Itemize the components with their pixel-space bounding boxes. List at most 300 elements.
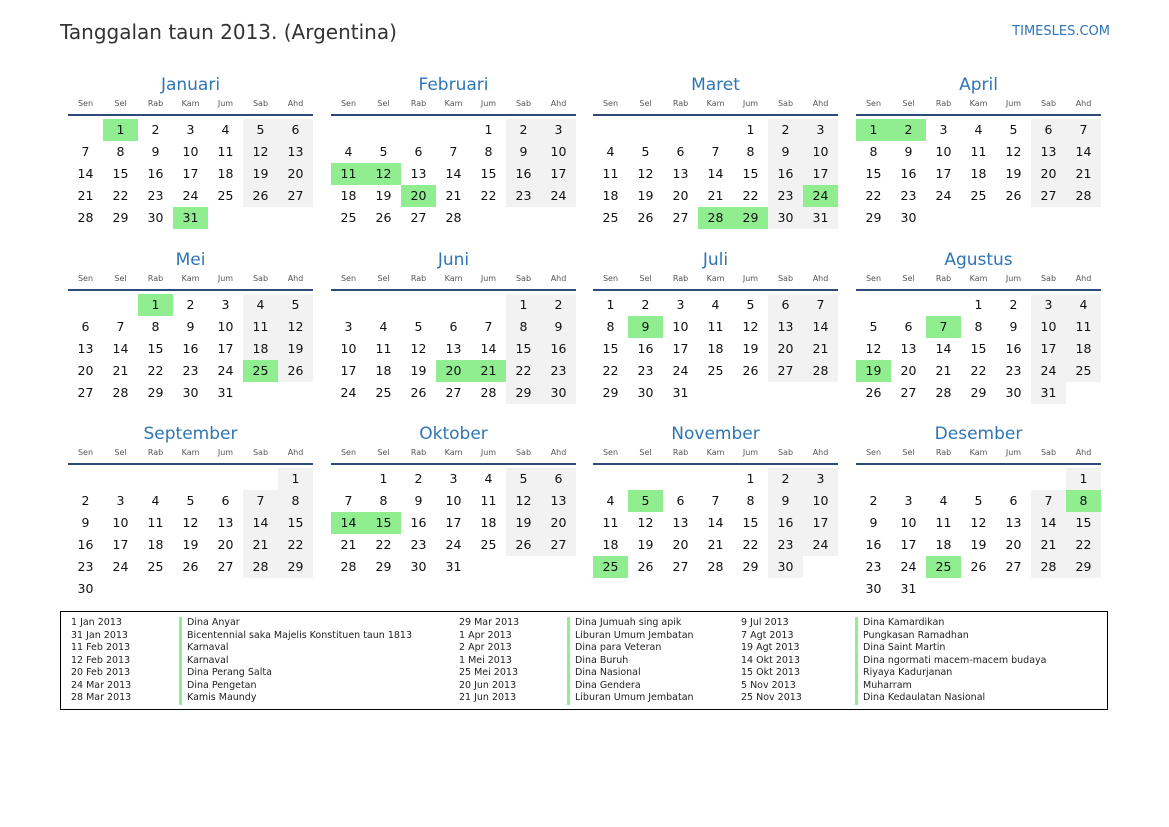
day-cell: 12 xyxy=(742,319,759,334)
weekday-label: Kam xyxy=(969,99,988,108)
day-cell: 13 xyxy=(1005,515,1022,530)
weekday-label: Sen xyxy=(602,448,619,457)
month-juni xyxy=(331,248,576,426)
weekday-label: Kam xyxy=(444,99,463,108)
day-cell: 17 xyxy=(935,166,952,181)
day-cell: 13 xyxy=(1031,141,1066,163)
day-cell: 4 xyxy=(606,493,615,508)
day-cell: 4 xyxy=(939,493,948,508)
day-cell: 11 xyxy=(970,144,987,159)
day-cell: 6 xyxy=(449,319,458,334)
weekday-label: Kam xyxy=(969,448,988,457)
day-cell: 30 xyxy=(182,385,199,400)
day-cell: 24 xyxy=(900,559,917,574)
day-cell: 6 xyxy=(904,319,913,334)
day-cell: 17 xyxy=(803,512,838,534)
day-cell: 15 xyxy=(480,166,497,181)
day-cell: 21 xyxy=(77,188,94,203)
weekday-label: Ahd xyxy=(550,448,567,457)
weekday-label: Kam xyxy=(444,274,463,283)
day-cell: 26 xyxy=(375,210,392,225)
day-cell: 25 xyxy=(1066,360,1101,382)
day-cell: 6 xyxy=(768,294,803,316)
day-cell: 3 xyxy=(803,119,838,141)
day-cell: 27 xyxy=(768,360,803,382)
day-cell: 4 xyxy=(151,493,160,508)
day-cell: 6 xyxy=(676,144,685,159)
month-name: Mei xyxy=(175,250,206,270)
day-cell: 7 xyxy=(803,294,838,316)
day-cell: 29 xyxy=(278,556,313,578)
day-cell: 7 xyxy=(449,144,458,159)
day-grid xyxy=(593,468,838,600)
weekday-label: Sen xyxy=(340,448,357,457)
day-cell: 8 xyxy=(506,316,541,338)
day-cell: 30 xyxy=(768,207,803,229)
day-cell: 30 xyxy=(77,581,94,596)
day-cell: 17 xyxy=(803,163,838,185)
day-cell: 3 xyxy=(449,471,458,486)
day-cell: 14 xyxy=(480,341,497,356)
day-cell: 2 xyxy=(506,119,541,141)
day-grid xyxy=(331,468,576,600)
day-cell: 11 xyxy=(243,316,278,338)
holiday-name: Kamis Maundy xyxy=(179,692,412,705)
day-cell: 26 xyxy=(970,559,987,574)
day-cell: 9 xyxy=(151,144,160,159)
day-grid xyxy=(68,119,313,251)
day-cell: 5 xyxy=(278,294,313,316)
divider xyxy=(856,463,1101,465)
divider xyxy=(856,114,1101,116)
day-cell: 11 xyxy=(602,166,619,181)
day-cell: 22 xyxy=(742,188,759,203)
day-cell: 20 xyxy=(541,512,576,534)
day-cell: 15 xyxy=(602,341,619,356)
day-cell: 17 xyxy=(217,341,234,356)
day-cell: 7 xyxy=(1031,490,1066,512)
day-cell: 4 xyxy=(243,294,278,316)
day-cell: 24 xyxy=(803,534,838,556)
holiday-day-cell: 14 xyxy=(331,512,366,534)
day-cell: 3 xyxy=(344,319,353,334)
day-cell: 23 xyxy=(768,185,803,207)
holiday-day-cell: 25 xyxy=(926,556,961,578)
holiday-day-cell: 2 xyxy=(891,119,926,141)
day-cell: 30 xyxy=(147,210,164,225)
month-maret xyxy=(593,73,838,251)
day-cell: 5 xyxy=(243,119,278,141)
holiday-date: 29 Mar 2013 xyxy=(459,617,520,628)
day-cell: 11 xyxy=(1066,316,1101,338)
weekday-label: Sab xyxy=(252,274,269,283)
month-oktober xyxy=(331,422,576,600)
day-cell: 10 xyxy=(803,490,838,512)
day-cell: 31 xyxy=(672,385,689,400)
holiday-date: 7 Agt 2013 xyxy=(741,629,794,641)
legend-dates-3 xyxy=(741,617,802,705)
holiday-name: Bicentennial saka Majelis Konstituen taun 1813 xyxy=(179,630,412,643)
holiday-day-cell: 29 xyxy=(733,207,768,229)
day-cell: 11 xyxy=(375,341,392,356)
day-cell: 27 xyxy=(1005,559,1022,574)
holiday-day-cell: 19 xyxy=(856,360,891,382)
day-cell: 27 xyxy=(445,385,462,400)
day-cell: 28 xyxy=(77,210,94,225)
holiday-date: 9 Jul 2013 xyxy=(741,617,789,628)
day-cell: 11 xyxy=(602,515,619,530)
day-cell: 1 xyxy=(1066,468,1101,490)
holiday-name: Dina Buruh xyxy=(567,655,694,668)
day-cell: 24 xyxy=(935,188,952,203)
weekday-label: Kam xyxy=(706,448,725,457)
day-cell: 12 xyxy=(637,515,654,530)
day-cell: 31 xyxy=(445,559,462,574)
day-cell: 5 xyxy=(379,144,388,159)
day-cell: 27 xyxy=(541,534,576,556)
day-cell: 13 xyxy=(768,316,803,338)
day-cell: 1 xyxy=(379,471,388,486)
weekday-label: Kam xyxy=(706,99,725,108)
day-cell: 31 xyxy=(1031,382,1066,404)
day-cell: 6 xyxy=(1009,493,1018,508)
day-cell: 24 xyxy=(217,363,234,378)
day-cell: 20 xyxy=(672,188,689,203)
day-cell: 21 xyxy=(1031,534,1066,556)
day-cell: 28 xyxy=(707,559,724,574)
day-cell: 10 xyxy=(182,144,199,159)
day-cell: 14 xyxy=(243,512,278,534)
day-cell: 26 xyxy=(410,385,427,400)
day-cell: 26 xyxy=(637,210,654,225)
day-cell: 28 xyxy=(935,385,952,400)
holiday-date: 1 Apr 2013 xyxy=(459,629,512,641)
day-cell: 19 xyxy=(278,338,313,360)
day-cell: 23 xyxy=(1005,363,1022,378)
legend-names-1 xyxy=(179,617,412,705)
day-cell: 27 xyxy=(1031,185,1066,207)
day-cell: 23 xyxy=(541,360,576,382)
legend-dates-2 xyxy=(459,617,519,705)
weekday-label: Kam xyxy=(444,448,463,457)
day-cell: 22 xyxy=(1066,534,1101,556)
day-cell: 18 xyxy=(217,166,234,181)
day-cell: 4 xyxy=(711,297,720,312)
weekday-label: Jum xyxy=(480,99,497,108)
day-cell: 26 xyxy=(182,559,199,574)
holiday-name: Dina Nasional xyxy=(567,667,694,680)
day-cell: 26 xyxy=(243,185,278,207)
day-grid xyxy=(68,294,313,426)
holiday-name: Dina para Veteran xyxy=(567,642,694,655)
legend-dates-1 xyxy=(71,617,131,705)
holiday-date: 31 Jan 2013 xyxy=(71,629,128,641)
weekday-label: Rab xyxy=(672,274,689,283)
weekday-label: Sel xyxy=(377,274,390,283)
day-cell: 20 xyxy=(1031,163,1066,185)
day-cell: 21 xyxy=(935,363,952,378)
day-cell: 5 xyxy=(186,493,195,508)
weekday-label: Rab xyxy=(147,99,164,108)
weekday-label: Sen xyxy=(865,448,882,457)
day-cell: 12 xyxy=(410,341,427,356)
day-cell: 18 xyxy=(970,166,987,181)
day-grid xyxy=(593,294,838,426)
holiday-date: 1 Jan 2013 xyxy=(71,617,122,628)
day-grid xyxy=(856,468,1101,600)
holiday-name: Karnaval xyxy=(179,655,412,668)
day-grid xyxy=(331,119,576,251)
day-cell: 9 xyxy=(186,319,195,334)
day-cell: 21 xyxy=(243,534,278,556)
month-april xyxy=(856,73,1101,251)
divider xyxy=(68,289,313,291)
day-cell: 28 xyxy=(803,360,838,382)
day-cell: 17 xyxy=(445,515,462,530)
day-cell: 16 xyxy=(637,341,654,356)
day-cell: 18 xyxy=(602,537,619,552)
day-cell: 22 xyxy=(480,188,497,203)
day-cell: 9 xyxy=(506,141,541,163)
weekday-label: Kam xyxy=(969,274,988,283)
day-cell: 3 xyxy=(939,122,948,137)
holiday-day-cell: 12 xyxy=(366,163,401,185)
day-cell: 26 xyxy=(278,360,313,382)
day-cell: 14 xyxy=(77,166,94,181)
day-cell: 5 xyxy=(506,468,541,490)
day-cell: 24 xyxy=(1031,360,1066,382)
day-cell: 15 xyxy=(147,341,164,356)
day-cell: 31 xyxy=(900,581,917,596)
day-cell: 3 xyxy=(904,493,913,508)
day-cell: 16 xyxy=(147,166,164,181)
day-cell: 10 xyxy=(112,515,129,530)
weekday-header xyxy=(593,446,838,460)
weekday-label: Sel xyxy=(377,448,390,457)
month-name: Januari xyxy=(160,75,221,95)
day-cell: 11 xyxy=(217,144,234,159)
day-cell: 7 xyxy=(243,490,278,512)
month-februari xyxy=(331,73,576,251)
month-november xyxy=(593,422,838,600)
weekday-label: Sel xyxy=(639,448,652,457)
day-cell: 26 xyxy=(865,385,882,400)
weekday-label: Sen xyxy=(602,99,619,108)
weekday-label: Sen xyxy=(77,99,94,108)
weekday-header xyxy=(68,272,313,286)
holiday-name: Dina Saint Martin xyxy=(855,642,1046,655)
divider xyxy=(331,463,576,465)
day-cell: 16 xyxy=(541,338,576,360)
month-agustus xyxy=(856,248,1101,426)
day-cell: 23 xyxy=(182,363,199,378)
day-cell: 4 xyxy=(974,122,983,137)
day-cell: 18 xyxy=(147,537,164,552)
weekday-label: Sab xyxy=(515,99,532,108)
day-cell: 25 xyxy=(217,188,234,203)
holiday-date: 11 Feb 2013 xyxy=(71,642,131,653)
weekday-label: Kam xyxy=(181,274,200,283)
day-cell: 17 xyxy=(900,537,917,552)
weekday-label: Sen xyxy=(340,274,357,283)
day-cell: 28 xyxy=(445,210,462,225)
day-cell: 22 xyxy=(375,537,392,552)
weekday-label: Jum xyxy=(480,448,497,457)
day-grid xyxy=(593,119,838,251)
day-cell: 23 xyxy=(77,559,94,574)
weekday-label: Sen xyxy=(77,274,94,283)
day-cell: 29 xyxy=(742,559,759,574)
weekday-label: Ahd xyxy=(550,99,567,108)
day-cell: 14 xyxy=(935,341,952,356)
month-name: Agustus xyxy=(944,250,1013,270)
weekday-label: Sab xyxy=(1040,274,1057,283)
holiday-name: Karnaval xyxy=(179,642,412,655)
holiday-name: Dina Perang Salta xyxy=(179,667,412,680)
day-cell: 20 xyxy=(77,363,94,378)
divider xyxy=(593,463,838,465)
day-cell: 23 xyxy=(900,188,917,203)
month-name: April xyxy=(959,75,998,95)
day-cell: 20 xyxy=(217,537,234,552)
day-cell: 20 xyxy=(1005,537,1022,552)
day-cell: 23 xyxy=(865,559,882,574)
day-cell: 20 xyxy=(768,338,803,360)
day-cell: 1 xyxy=(484,122,493,137)
weekday-label: Sen xyxy=(602,274,619,283)
day-cell: 5 xyxy=(641,144,650,159)
day-cell: 12 xyxy=(637,166,654,181)
weekday-label: Sel xyxy=(639,99,652,108)
day-cell: 23 xyxy=(637,363,654,378)
day-cell: 14 xyxy=(707,166,724,181)
day-cell: 10 xyxy=(803,141,838,163)
day-cell: 7 xyxy=(116,319,125,334)
day-cell: 8 xyxy=(116,144,125,159)
day-cell: 18 xyxy=(1066,338,1101,360)
holiday-day-cell: 11 xyxy=(331,163,366,185)
holiday-date: 25 Mei 2013 xyxy=(459,667,518,678)
day-cell: 18 xyxy=(935,537,952,552)
weekday-label: Sab xyxy=(1040,99,1057,108)
day-cell: 28 xyxy=(243,556,278,578)
day-cell: 29 xyxy=(865,210,882,225)
day-cell: 27 xyxy=(77,385,94,400)
weekday-label: Ahd xyxy=(287,448,304,457)
day-cell: 1 xyxy=(506,294,541,316)
day-cell: 9 xyxy=(768,141,803,163)
day-cell: 3 xyxy=(803,468,838,490)
weekday-header xyxy=(593,272,838,286)
day-cell: 6 xyxy=(278,119,313,141)
day-cell: 26 xyxy=(506,534,541,556)
weekday-label: Sab xyxy=(777,448,794,457)
weekday-label: Jum xyxy=(1005,99,1022,108)
day-cell: 1 xyxy=(746,471,755,486)
day-cell: 7 xyxy=(1066,119,1101,141)
divider xyxy=(331,289,576,291)
day-cell: 9 xyxy=(81,515,90,530)
day-cell: 9 xyxy=(414,493,423,508)
day-cell: 15 xyxy=(970,341,987,356)
weekday-label: Sab xyxy=(1040,448,1057,457)
day-cell: 19 xyxy=(637,537,654,552)
month-name: September xyxy=(143,424,238,444)
day-cell: 18 xyxy=(480,515,497,530)
day-cell: 23 xyxy=(506,185,541,207)
day-cell: 3 xyxy=(1031,294,1066,316)
day-cell: 27 xyxy=(278,185,313,207)
weekday-label: Sel xyxy=(114,274,127,283)
divider xyxy=(68,114,313,116)
day-cell: 16 xyxy=(768,163,803,185)
weekday-label: Kam xyxy=(181,448,200,457)
day-cell: 6 xyxy=(1031,119,1066,141)
weekday-label: Ahd xyxy=(287,99,304,108)
weekday-label: Jum xyxy=(1005,274,1022,283)
day-cell: 7 xyxy=(711,493,720,508)
weekday-label: Jum xyxy=(742,448,759,457)
day-cell: 4 xyxy=(344,144,353,159)
weekday-label: Sab xyxy=(515,448,532,457)
day-cell: 21 xyxy=(445,188,462,203)
day-cell: 25 xyxy=(147,559,164,574)
day-cell: 8 xyxy=(278,490,313,512)
day-cell: 8 xyxy=(869,144,878,159)
holiday-legend xyxy=(60,611,1108,710)
weekday-label: Rab xyxy=(410,99,427,108)
day-cell: 18 xyxy=(340,188,357,203)
day-cell: 1 xyxy=(974,297,983,312)
day-cell: 19 xyxy=(970,537,987,552)
month-name: Februari xyxy=(418,75,489,95)
holiday-day-cell: 1 xyxy=(856,119,891,141)
day-cell: 9 xyxy=(869,515,878,530)
holiday-name: Riyaya Kadurjanan xyxy=(855,667,1046,680)
day-cell: 9 xyxy=(904,144,913,159)
month-januari xyxy=(68,73,313,251)
day-cell: 20 xyxy=(672,537,689,552)
holiday-date: 15 Okt 2013 xyxy=(741,667,801,678)
day-cell: 19 xyxy=(1005,166,1022,181)
day-cell: 17 xyxy=(541,163,576,185)
day-cell: 22 xyxy=(602,363,619,378)
month-name: November xyxy=(671,424,760,444)
day-cell: 28 xyxy=(1066,185,1101,207)
day-cell: 20 xyxy=(278,163,313,185)
weekday-label: Sen xyxy=(865,274,882,283)
page-title: Tanggalan taun 2013. (Argentina) xyxy=(60,20,397,44)
day-cell: 2 xyxy=(186,297,195,312)
day-cell: 9 xyxy=(1009,319,1018,334)
divider xyxy=(593,114,838,116)
day-cell: 10 xyxy=(541,141,576,163)
month-mei xyxy=(68,248,313,426)
day-cell: 13 xyxy=(278,141,313,163)
day-cell: 12 xyxy=(970,515,987,530)
site-link[interactable]: TIMESLES.COM xyxy=(1012,24,1110,39)
day-cell: 21 xyxy=(1066,163,1101,185)
weekday-label: Jum xyxy=(480,274,497,283)
day-cell: 20 xyxy=(900,363,917,378)
day-cell: 5 xyxy=(974,493,983,508)
legend-names-3 xyxy=(855,617,1046,705)
day-cell: 19 xyxy=(637,188,654,203)
day-cell: 25 xyxy=(970,188,987,203)
weekday-label: Ahd xyxy=(1075,274,1092,283)
day-cell: 22 xyxy=(506,360,541,382)
divider xyxy=(331,114,576,116)
